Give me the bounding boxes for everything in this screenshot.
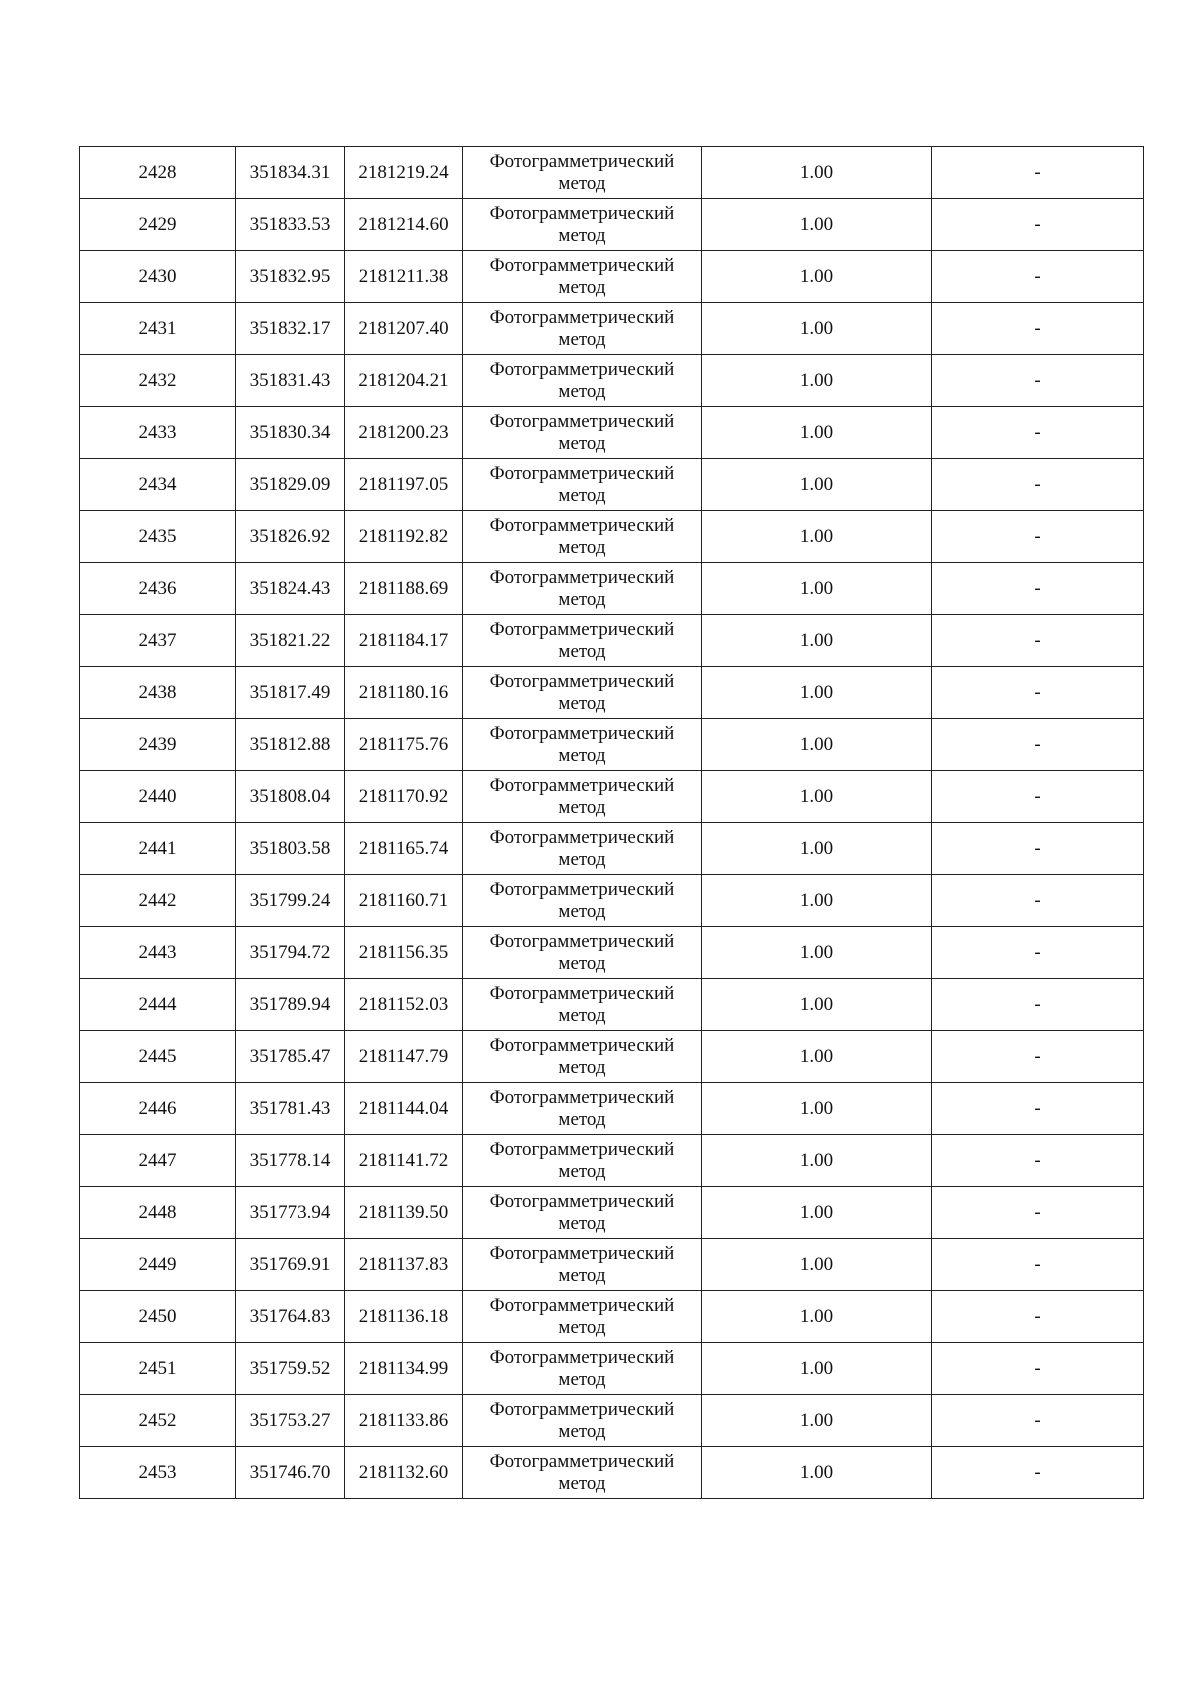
point-number-cell: 2436 xyxy=(80,563,236,615)
method-label-suffix: метод xyxy=(558,1004,606,1026)
y-coordinate-cell: 2181214.60 xyxy=(345,199,463,251)
y-coordinate-cell: 2181147.79 xyxy=(345,1031,463,1083)
method-cell xyxy=(463,1395,702,1447)
y-coordinate-cell: 2181134.99 xyxy=(345,1343,463,1395)
accuracy-cell: 1.00 xyxy=(702,251,932,303)
method-label-suffix: метод xyxy=(558,1264,606,1286)
table-row xyxy=(80,927,1144,979)
method-label-suffix: метод xyxy=(558,900,606,922)
point-number-cell: 2446 xyxy=(80,1083,236,1135)
table-row xyxy=(80,979,1144,1031)
method-cell xyxy=(463,1239,702,1291)
method-label: Фотограмметрический xyxy=(489,774,675,796)
note-cell: - xyxy=(932,355,1144,407)
note-cell: - xyxy=(932,927,1144,979)
point-number-cell: 2445 xyxy=(80,1031,236,1083)
y-coordinate-cell: 2181132.60 xyxy=(345,1447,463,1499)
point-number-cell: 2433 xyxy=(80,407,236,459)
note-cell: - xyxy=(932,563,1144,615)
point-number-cell: 2450 xyxy=(80,1291,236,1343)
note-cell: - xyxy=(932,303,1144,355)
x-coordinate-cell: 351746.70 xyxy=(236,1447,345,1499)
point-number-cell: 2429 xyxy=(80,199,236,251)
accuracy-cell: 1.00 xyxy=(702,1395,932,1447)
note-cell: - xyxy=(932,1187,1144,1239)
note-cell: - xyxy=(932,407,1144,459)
table-row xyxy=(80,615,1144,667)
note-cell: - xyxy=(932,615,1144,667)
accuracy-cell: 1.00 xyxy=(702,199,932,251)
x-coordinate-cell: 351803.58 xyxy=(236,823,345,875)
x-coordinate-cell: 351832.95 xyxy=(236,251,345,303)
table-row xyxy=(80,1187,1144,1239)
point-number-cell: 2430 xyxy=(80,251,236,303)
table-row xyxy=(80,1395,1144,1447)
point-number-cell: 2431 xyxy=(80,303,236,355)
y-coordinate-cell: 2181188.69 xyxy=(345,563,463,615)
accuracy-cell: 1.00 xyxy=(702,1343,932,1395)
method-cell xyxy=(463,667,702,719)
coordinates-table xyxy=(79,146,1144,1499)
point-number-cell: 2437 xyxy=(80,615,236,667)
y-coordinate-cell: 2181137.83 xyxy=(345,1239,463,1291)
y-coordinate-cell: 2181156.35 xyxy=(345,927,463,979)
point-number-cell: 2451 xyxy=(80,1343,236,1395)
table-row xyxy=(80,1135,1144,1187)
method-label-suffix: метод xyxy=(558,848,606,870)
method-label: Фотограмметрический xyxy=(489,670,675,692)
method-cell xyxy=(463,459,702,511)
method-label-suffix: метод xyxy=(558,1108,606,1130)
table-row xyxy=(80,355,1144,407)
accuracy-cell: 1.00 xyxy=(702,1239,932,1291)
y-coordinate-cell: 2181192.82 xyxy=(345,511,463,563)
method-cell xyxy=(463,199,702,251)
accuracy-cell: 1.00 xyxy=(702,407,932,459)
accuracy-cell: 1.00 xyxy=(702,1083,932,1135)
method-label-suffix: метод xyxy=(558,1160,606,1182)
note-cell: - xyxy=(932,979,1144,1031)
method-label: Фотограмметрический xyxy=(489,930,675,952)
x-coordinate-cell: 351781.43 xyxy=(236,1083,345,1135)
method-label: Фотограмметрический xyxy=(489,462,675,484)
y-coordinate-cell: 2181133.86 xyxy=(345,1395,463,1447)
method-cell xyxy=(463,771,702,823)
x-coordinate-cell: 351834.31 xyxy=(236,147,345,199)
point-number-cell: 2434 xyxy=(80,459,236,511)
method-label: Фотограмметрический xyxy=(489,826,675,848)
table-row xyxy=(80,459,1144,511)
method-label-suffix: метод xyxy=(558,640,606,662)
point-number-cell: 2447 xyxy=(80,1135,236,1187)
accuracy-cell: 1.00 xyxy=(702,459,932,511)
x-coordinate-cell: 351826.92 xyxy=(236,511,345,563)
method-cell xyxy=(463,823,702,875)
x-coordinate-cell: 351817.49 xyxy=(236,667,345,719)
note-cell: - xyxy=(932,147,1144,199)
table-body xyxy=(80,147,1144,1499)
x-coordinate-cell: 351764.83 xyxy=(236,1291,345,1343)
x-coordinate-cell: 351808.04 xyxy=(236,771,345,823)
method-label: Фотограмметрический xyxy=(489,618,675,640)
y-coordinate-cell: 2181141.72 xyxy=(345,1135,463,1187)
x-coordinate-cell: 351812.88 xyxy=(236,719,345,771)
method-label-suffix: метод xyxy=(558,1420,606,1442)
method-label: Фотограмметрический xyxy=(489,566,675,588)
y-coordinate-cell: 2181197.05 xyxy=(345,459,463,511)
method-label: Фотограмметрический xyxy=(489,1138,675,1160)
method-cell xyxy=(463,1447,702,1499)
accuracy-cell: 1.00 xyxy=(702,1135,932,1187)
method-label: Фотограмметрический xyxy=(489,1398,675,1420)
method-label-suffix: метод xyxy=(558,1316,606,1338)
accuracy-cell: 1.00 xyxy=(702,303,932,355)
y-coordinate-cell: 2181204.21 xyxy=(345,355,463,407)
method-label: Фотограмметрический xyxy=(489,1086,675,1108)
y-coordinate-cell: 2181211.38 xyxy=(345,251,463,303)
note-cell: - xyxy=(932,511,1144,563)
x-coordinate-cell: 351769.91 xyxy=(236,1239,345,1291)
method-label: Фотограмметрический xyxy=(489,358,675,380)
method-label: Фотограмметрический xyxy=(489,1034,675,1056)
y-coordinate-cell: 2181152.03 xyxy=(345,979,463,1031)
table-row xyxy=(80,251,1144,303)
x-coordinate-cell: 351799.24 xyxy=(236,875,345,927)
method-cell xyxy=(463,1083,702,1135)
accuracy-cell: 1.00 xyxy=(702,355,932,407)
table-row xyxy=(80,1291,1144,1343)
method-label: Фотограмметрический xyxy=(489,1450,675,1472)
table-row xyxy=(80,1343,1144,1395)
accuracy-cell: 1.00 xyxy=(702,823,932,875)
note-cell: - xyxy=(932,251,1144,303)
method-label: Фотограмметрический xyxy=(489,982,675,1004)
method-label: Фотограмметрический xyxy=(489,254,675,276)
method-cell xyxy=(463,511,702,563)
table-row xyxy=(80,1447,1144,1499)
y-coordinate-cell: 2181180.16 xyxy=(345,667,463,719)
method-label-suffix: метод xyxy=(558,328,606,350)
method-cell xyxy=(463,719,702,771)
x-coordinate-cell: 351824.43 xyxy=(236,563,345,615)
method-cell xyxy=(463,1343,702,1395)
point-number-cell: 2432 xyxy=(80,355,236,407)
note-cell: - xyxy=(932,771,1144,823)
table-row xyxy=(80,199,1144,251)
table-row xyxy=(80,303,1144,355)
point-number-cell: 2441 xyxy=(80,823,236,875)
method-cell xyxy=(463,1291,702,1343)
method-label-suffix: метод xyxy=(558,744,606,766)
point-number-cell: 2438 xyxy=(80,667,236,719)
note-cell: - xyxy=(932,1135,1144,1187)
accuracy-cell: 1.00 xyxy=(702,719,932,771)
method-cell xyxy=(463,875,702,927)
method-label: Фотограмметрический xyxy=(489,722,675,744)
table-row xyxy=(80,511,1144,563)
point-number-cell: 2439 xyxy=(80,719,236,771)
table-row xyxy=(80,823,1144,875)
table-row xyxy=(80,407,1144,459)
method-cell xyxy=(463,563,702,615)
accuracy-cell: 1.00 xyxy=(702,927,932,979)
x-coordinate-cell: 351785.47 xyxy=(236,1031,345,1083)
accuracy-cell: 1.00 xyxy=(702,563,932,615)
method-label-suffix: метод xyxy=(558,692,606,714)
note-cell: - xyxy=(932,1395,1144,1447)
table-row xyxy=(80,667,1144,719)
method-cell xyxy=(463,1031,702,1083)
x-coordinate-cell: 351778.14 xyxy=(236,1135,345,1187)
note-cell: - xyxy=(932,1343,1144,1395)
accuracy-cell: 1.00 xyxy=(702,147,932,199)
method-cell xyxy=(463,927,702,979)
y-coordinate-cell: 2181139.50 xyxy=(345,1187,463,1239)
y-coordinate-cell: 2181160.71 xyxy=(345,875,463,927)
x-coordinate-cell: 351833.53 xyxy=(236,199,345,251)
y-coordinate-cell: 2181144.04 xyxy=(345,1083,463,1135)
table-row xyxy=(80,875,1144,927)
accuracy-cell: 1.00 xyxy=(702,1031,932,1083)
method-label: Фотограмметрический xyxy=(489,1294,675,1316)
point-number-cell: 2444 xyxy=(80,979,236,1031)
method-cell xyxy=(463,355,702,407)
method-label-suffix: метод xyxy=(558,536,606,558)
note-cell: - xyxy=(932,719,1144,771)
method-label-suffix: метод xyxy=(558,432,606,454)
note-cell: - xyxy=(932,1447,1144,1499)
y-coordinate-cell: 2181219.24 xyxy=(345,147,463,199)
method-label-suffix: метод xyxy=(558,588,606,610)
method-label: Фотограмметрический xyxy=(489,150,675,172)
note-cell: - xyxy=(932,199,1144,251)
x-coordinate-cell: 351821.22 xyxy=(236,615,345,667)
point-number-cell: 2453 xyxy=(80,1447,236,1499)
method-label-suffix: метод xyxy=(558,796,606,818)
point-number-cell: 2452 xyxy=(80,1395,236,1447)
method-label: Фотограмметрический xyxy=(489,410,675,432)
x-coordinate-cell: 351830.34 xyxy=(236,407,345,459)
table-row xyxy=(80,1239,1144,1291)
accuracy-cell: 1.00 xyxy=(702,979,932,1031)
method-label-suffix: метод xyxy=(558,1212,606,1234)
note-cell: - xyxy=(932,667,1144,719)
y-coordinate-cell: 2181175.76 xyxy=(345,719,463,771)
accuracy-cell: 1.00 xyxy=(702,875,932,927)
y-coordinate-cell: 2181200.23 xyxy=(345,407,463,459)
note-cell: - xyxy=(932,1083,1144,1135)
y-coordinate-cell: 2181170.92 xyxy=(345,771,463,823)
method-label: Фотограмметрический xyxy=(489,1346,675,1368)
method-label-suffix: метод xyxy=(558,380,606,402)
x-coordinate-cell: 351753.27 xyxy=(236,1395,345,1447)
method-label-suffix: метод xyxy=(558,172,606,194)
coordinates-table-container xyxy=(79,146,1143,1499)
accuracy-cell: 1.00 xyxy=(702,615,932,667)
accuracy-cell: 1.00 xyxy=(702,1447,932,1499)
method-label: Фотограмметрический xyxy=(489,306,675,328)
point-number-cell: 2435 xyxy=(80,511,236,563)
x-coordinate-cell: 351794.72 xyxy=(236,927,345,979)
accuracy-cell: 1.00 xyxy=(702,771,932,823)
point-number-cell: 2440 xyxy=(80,771,236,823)
method-label: Фотограмметрический xyxy=(489,1190,675,1212)
accuracy-cell: 1.00 xyxy=(702,511,932,563)
table-row xyxy=(80,1083,1144,1135)
method-label-suffix: метод xyxy=(558,484,606,506)
method-label: Фотограмметрический xyxy=(489,878,675,900)
point-number-cell: 2443 xyxy=(80,927,236,979)
method-cell xyxy=(463,615,702,667)
table-row xyxy=(80,719,1144,771)
note-cell: - xyxy=(932,459,1144,511)
method-cell xyxy=(463,1187,702,1239)
table-row xyxy=(80,771,1144,823)
accuracy-cell: 1.00 xyxy=(702,1187,932,1239)
y-coordinate-cell: 2181165.74 xyxy=(345,823,463,875)
note-cell: - xyxy=(932,875,1144,927)
accuracy-cell: 1.00 xyxy=(702,1291,932,1343)
point-number-cell: 2428 xyxy=(80,147,236,199)
method-label-suffix: метод xyxy=(558,276,606,298)
y-coordinate-cell: 2181136.18 xyxy=(345,1291,463,1343)
x-coordinate-cell: 351773.94 xyxy=(236,1187,345,1239)
y-coordinate-cell: 2181207.40 xyxy=(345,303,463,355)
x-coordinate-cell: 351829.09 xyxy=(236,459,345,511)
method-label: Фотограмметрический xyxy=(489,514,675,536)
point-number-cell: 2449 xyxy=(80,1239,236,1291)
method-cell xyxy=(463,1135,702,1187)
x-coordinate-cell: 351831.43 xyxy=(236,355,345,407)
method-cell xyxy=(463,147,702,199)
table-row xyxy=(80,563,1144,615)
note-cell: - xyxy=(932,1239,1144,1291)
y-coordinate-cell: 2181184.17 xyxy=(345,615,463,667)
x-coordinate-cell: 351789.94 xyxy=(236,979,345,1031)
method-label-suffix: метод xyxy=(558,1056,606,1078)
method-cell xyxy=(463,979,702,1031)
point-number-cell: 2442 xyxy=(80,875,236,927)
note-cell: - xyxy=(932,1031,1144,1083)
table-row xyxy=(80,1031,1144,1083)
method-cell xyxy=(463,407,702,459)
method-label: Фотограмметрический xyxy=(489,202,675,224)
method-label-suffix: метод xyxy=(558,224,606,246)
method-cell xyxy=(463,251,702,303)
method-label: Фотограмметрический xyxy=(489,1242,675,1264)
point-number-cell: 2448 xyxy=(80,1187,236,1239)
method-label-suffix: метод xyxy=(558,1368,606,1390)
x-coordinate-cell: 351759.52 xyxy=(236,1343,345,1395)
note-cell: - xyxy=(932,823,1144,875)
table-row xyxy=(80,147,1144,199)
accuracy-cell: 1.00 xyxy=(702,667,932,719)
note-cell: - xyxy=(932,1291,1144,1343)
method-label-suffix: метод xyxy=(558,952,606,974)
method-label-suffix: метод xyxy=(558,1472,606,1494)
method-cell xyxy=(463,303,702,355)
x-coordinate-cell: 351832.17 xyxy=(236,303,345,355)
